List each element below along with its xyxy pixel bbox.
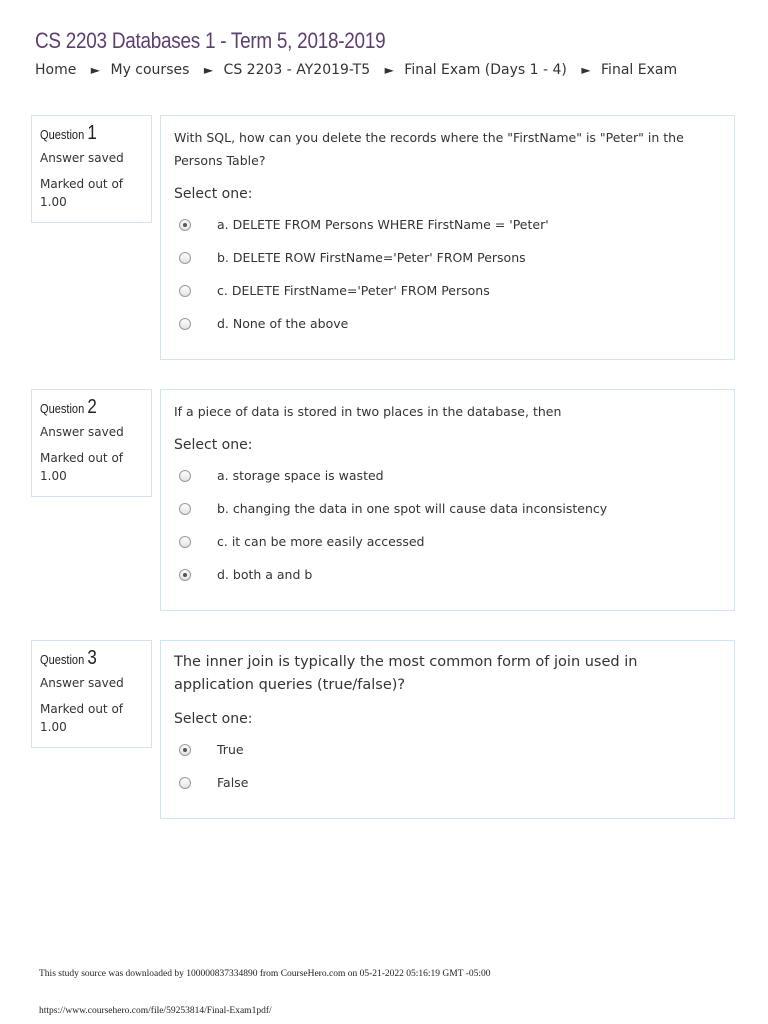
answer-options xyxy=(174,208,721,340)
answer-option-b[interactable]: b. DELETE ROW FirstName='Peter' FROM Persons xyxy=(174,241,721,274)
question-info-1 xyxy=(31,115,152,223)
breadcrumb-separator-icon: ► xyxy=(384,63,394,77)
breadcrumb-final-exam-section[interactable]: Final Exam (Days 1 - 4) xyxy=(404,62,567,78)
radio-selected-icon[interactable] xyxy=(179,744,191,756)
question-number: Question 3 xyxy=(40,647,97,669)
radio-icon[interactable] xyxy=(179,318,191,330)
breadcrumb-course[interactable]: CS 2203 - AY2019-T5 xyxy=(223,62,371,78)
answer-options xyxy=(174,459,721,591)
radio-selected-icon[interactable] xyxy=(179,569,191,581)
question-text: With SQL, how can you delete the records where the "FirstName" is "Peter" in the Persons Table? xyxy=(174,130,684,168)
question-number: Question 2 xyxy=(40,396,97,418)
question-text: If a piece of data is stored in two places in the database, then xyxy=(174,404,562,419)
question-number: Question 1 xyxy=(40,122,97,144)
question-grade: Marked out of 1.00 xyxy=(40,451,124,483)
select-one-prompt: Select one: xyxy=(174,711,253,727)
page-title: CS 2203 Databases 1 - Term 5, 2018-2019 xyxy=(35,28,386,53)
radio-icon[interactable] xyxy=(179,536,191,548)
question-grade: Marked out of 1.00 xyxy=(40,177,124,209)
breadcrumb-separator-icon: ► xyxy=(581,63,591,77)
answer-option-c[interactable]: c. it can be more easily accessed xyxy=(174,525,721,558)
answer-option-a[interactable]: a. storage space is wasted xyxy=(174,459,721,492)
question-content-3 xyxy=(160,640,735,819)
radio-icon[interactable] xyxy=(179,470,191,482)
answer-option-c[interactable]: c. DELETE FirstName='Peter' FROM Persons xyxy=(174,274,721,307)
answer-option-a[interactable]: a. DELETE FROM Persons WHERE FirstName = 'Peter' xyxy=(174,208,721,241)
breadcrumb-my-courses[interactable]: My courses xyxy=(110,62,190,78)
download-note: This study source was downloaded by 100000837334890 from CourseHero.com on 05-21-2022 05:16:19 GMT -05:00 xyxy=(39,969,491,979)
breadcrumb xyxy=(35,62,677,78)
answer-option-d[interactable]: d. both a and b xyxy=(174,558,721,591)
breadcrumb-separator-icon: ► xyxy=(203,63,214,77)
radio-selected-icon[interactable] xyxy=(179,219,191,231)
radio-icon[interactable] xyxy=(179,285,191,297)
answer-option-b[interactable]: b. changing the data in one spot will cause data inconsistency xyxy=(174,492,721,525)
answer-option-d[interactable]: d. None of the above xyxy=(174,307,721,340)
question-content-2 xyxy=(160,389,735,611)
breadcrumb-home[interactable]: Home xyxy=(35,62,77,78)
question-state: Answer saved xyxy=(40,151,124,165)
breadcrumb-final-exam[interactable]: Final Exam xyxy=(601,62,678,78)
radio-icon[interactable] xyxy=(179,252,191,264)
question-grade: Marked out of 1.00 xyxy=(40,702,124,734)
answer-option-true[interactable]: True xyxy=(174,733,721,766)
question-state: Answer saved xyxy=(40,425,124,439)
question-state: Answer saved xyxy=(40,676,124,690)
radio-icon[interactable] xyxy=(179,503,191,515)
radio-icon[interactable] xyxy=(179,777,191,789)
answer-option-false[interactable]: False xyxy=(174,766,721,799)
select-one-prompt: Select one: xyxy=(174,437,253,453)
question-info-2 xyxy=(31,389,152,497)
select-one-prompt: Select one: xyxy=(174,186,253,202)
question-text: The inner join is typically the most common form of join used in application queries (true/false)? xyxy=(174,654,638,693)
source-url: https://www.coursehero.com/file/59253814/Final-Exam1pdf/ xyxy=(39,1006,272,1016)
breadcrumb-separator-icon: ► xyxy=(90,63,101,77)
question-content-1 xyxy=(160,115,735,360)
answer-options xyxy=(174,733,721,799)
question-info-3 xyxy=(31,640,152,748)
